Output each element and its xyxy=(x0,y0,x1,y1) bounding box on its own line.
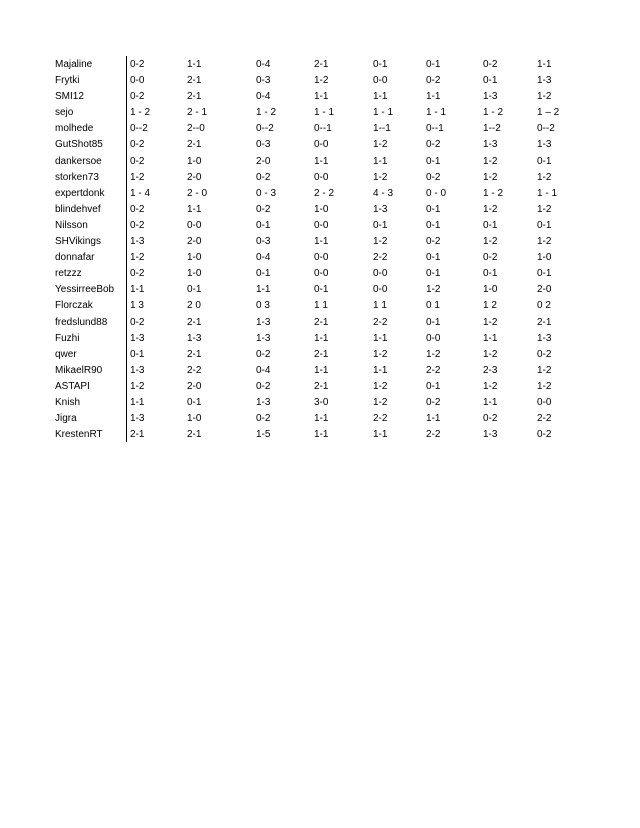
score-cell: 1-2 xyxy=(483,203,498,215)
score-cell: 0-4 xyxy=(256,91,271,103)
player-name: sejo xyxy=(55,107,74,119)
score-cell: 1-1 xyxy=(314,364,329,376)
player-name: SHVikings xyxy=(55,236,101,248)
player-name: Majaline xyxy=(55,59,93,70)
score-cell: 0-4 xyxy=(256,252,271,264)
score-cell: 1-3 xyxy=(130,236,145,248)
score-cell: 1-1 xyxy=(314,91,329,103)
score-cell: 1-1 xyxy=(373,364,388,376)
score-cell: 0-1 xyxy=(483,268,498,280)
score-cell: 1-1 xyxy=(373,91,388,103)
player-name: donnafar xyxy=(55,252,95,264)
player-name: Florczak xyxy=(55,300,93,312)
score-cell: 2-1 xyxy=(187,316,202,328)
score-cell: 2-1 xyxy=(130,429,145,441)
score-cell: 2-1 xyxy=(314,59,329,70)
score-cell: 0-0 xyxy=(373,284,388,296)
score-cell: 0 - 0 xyxy=(426,187,447,199)
score-cell: 2 - 2 xyxy=(314,187,335,199)
score-cell: 1--1 xyxy=(373,123,391,135)
score-cell: 1-2 xyxy=(373,380,388,392)
score-cell: 0-2 xyxy=(130,139,145,151)
score-cell: 0-2 xyxy=(130,59,145,70)
score-cell: 1-3 xyxy=(537,75,552,87)
score-cell: 2-1 xyxy=(314,348,329,360)
score-cell: 0-3 xyxy=(256,236,271,248)
score-cell: 1 3 xyxy=(130,300,144,312)
score-cell: 0-2 xyxy=(130,268,145,280)
score-cell: 1-3 xyxy=(483,139,498,151)
score-cell: 1-0 xyxy=(187,413,202,425)
score-cell: 2-1 xyxy=(537,316,552,328)
score-cell: 0-1 xyxy=(426,252,441,264)
score-cell: 0-1 xyxy=(256,268,271,280)
score-cell: 2-2 xyxy=(373,252,388,264)
score-cell: 1-1 xyxy=(426,91,441,103)
score-cell: 1 - 2 xyxy=(130,107,151,119)
score-cell: 2-1 xyxy=(187,91,202,103)
score-cell: 1 - 4 xyxy=(130,187,151,199)
score-cell: 1-2 xyxy=(537,364,552,376)
score-cell: 2-1 xyxy=(187,139,202,151)
score-cell: 2-2 xyxy=(373,316,388,328)
score-cell: 1-1 xyxy=(314,332,329,344)
score-cell: 0-2 xyxy=(537,429,552,441)
score-cell: 1-0 xyxy=(483,284,498,296)
score-cell: 0-2 xyxy=(130,155,145,167)
score-cell: 1-1 xyxy=(483,332,498,344)
score-cell: 2 - 0 xyxy=(187,187,208,199)
score-cell: 0 3 xyxy=(256,300,270,312)
score-cell: 1-3 xyxy=(483,91,498,103)
score-cell: 4 - 3 xyxy=(373,187,394,199)
player-name: blindehvef xyxy=(55,203,101,215)
score-cell: 1-2 xyxy=(483,348,498,360)
score-cell: 2-0 xyxy=(187,171,202,183)
player-name: retzzz xyxy=(55,268,82,280)
player-name: MikaelR90 xyxy=(55,364,103,376)
score-cell: 1-3 xyxy=(256,332,271,344)
score-cell: 1 1 xyxy=(314,300,328,312)
score-cell: 2-1 xyxy=(314,316,329,328)
score-cell: 1 - 1 xyxy=(373,107,394,119)
player-name: fredslund88 xyxy=(55,316,108,328)
score-cell: 0-1 xyxy=(314,284,329,296)
score-cell: 0-2 xyxy=(426,139,441,151)
score-cell: 0-1 xyxy=(426,316,441,328)
score-cell: 0--2 xyxy=(256,123,274,135)
score-cell: 0-1 xyxy=(426,380,441,392)
player-name: storken73 xyxy=(55,171,99,183)
score-cell: 2-0 xyxy=(187,236,202,248)
score-cell: 2-1 xyxy=(187,429,202,441)
score-cell: 1-1 xyxy=(130,396,145,408)
score-cell: 0--2 xyxy=(537,123,555,135)
score-cell: 1-0 xyxy=(187,252,202,264)
score-cell: 1-2 xyxy=(537,171,552,183)
score-cell: 0--2 xyxy=(130,123,148,135)
score-cell: 0-1 xyxy=(537,268,552,280)
score-cell: 1-1 xyxy=(537,59,552,70)
score-cell: 2-1 xyxy=(314,380,329,392)
score-cell: 1-1 xyxy=(373,332,388,344)
score-cell: 1 – 2 xyxy=(537,107,560,119)
score-cell: 1-5 xyxy=(256,429,271,441)
score-cell: 1-2 xyxy=(537,203,552,215)
score-cell: 1-2 xyxy=(483,316,498,328)
score-cell: 1-3 xyxy=(483,429,498,441)
score-cell: 0-2 xyxy=(256,380,271,392)
score-cell: 0-2 xyxy=(426,236,441,248)
score-cell: 2-2 xyxy=(187,364,202,376)
score-cell: 0-1 xyxy=(426,219,441,231)
score-cell: 0 1 xyxy=(426,300,440,312)
score-cell: 2-0 xyxy=(256,155,271,167)
score-cell: 0-2 xyxy=(256,171,271,183)
score-cell: 1-3 xyxy=(537,139,552,151)
score-cell: 1-1 xyxy=(314,236,329,248)
score-cell: 0-2 xyxy=(256,413,271,425)
score-cell: 1-1 xyxy=(314,155,329,167)
score-cell: 0-1 xyxy=(373,219,388,231)
score-cell: 1-3 xyxy=(256,316,271,328)
score-cell: 1-2 xyxy=(130,252,145,264)
score-cell: 1-3 xyxy=(373,203,388,215)
score-cell: 1-0 xyxy=(187,155,202,167)
score-cell: 2-2 xyxy=(426,364,441,376)
score-cell: 1-0 xyxy=(187,268,202,280)
score-cell: 0 2 xyxy=(537,300,551,312)
score-cell: 2-2 xyxy=(426,429,441,441)
score-cell: 1-1 xyxy=(314,429,329,441)
player-name: molhede xyxy=(55,123,94,135)
score-cell: 0-1 xyxy=(130,348,145,360)
score-cell: 2--0 xyxy=(187,123,205,135)
score-cell: 0-2 xyxy=(426,171,441,183)
score-cell: 2-1 xyxy=(187,348,202,360)
score-cell: 0-2 xyxy=(130,316,145,328)
player-name: dankersoe xyxy=(55,155,102,167)
score-cell: 1-2 xyxy=(373,396,388,408)
score-cell: 0-2 xyxy=(426,396,441,408)
score-cell: 1-2 xyxy=(130,171,145,183)
score-cell: 0-2 xyxy=(483,252,498,264)
score-cell: 0-2 xyxy=(256,203,271,215)
score-cell: 1 - 1 xyxy=(537,187,558,199)
score-cell: 1 - 2 xyxy=(256,107,277,119)
player-name: SMI12 xyxy=(55,91,84,103)
score-cell: 0-0 xyxy=(426,332,441,344)
score-cell: 1-2 xyxy=(483,155,498,167)
score-cell: 1-3 xyxy=(130,413,145,425)
score-cell: 1-2 xyxy=(373,139,388,151)
score-cell: 1--2 xyxy=(483,123,501,135)
score-cell: 0-0 xyxy=(187,219,202,231)
score-cell: 1 - 1 xyxy=(426,107,447,119)
score-cell: 2-0 xyxy=(537,284,552,296)
score-cell: 1 1 xyxy=(373,300,387,312)
score-cell: 1 2 xyxy=(483,300,497,312)
score-cell: 1-2 xyxy=(483,236,498,248)
player-name: YessirreeBob xyxy=(55,284,115,296)
player-name: Frytki xyxy=(55,75,80,87)
score-cell: 1-2 xyxy=(537,380,552,392)
score-cell: 0-0 xyxy=(314,139,329,151)
score-cell: 0-1 xyxy=(187,284,202,296)
score-cell: 3-0 xyxy=(314,396,329,408)
score-cell: 0-1 xyxy=(483,75,498,87)
score-cell: 0-2 xyxy=(483,413,498,425)
score-cell: 0-4 xyxy=(256,364,271,376)
player-name: ASTAPI xyxy=(55,380,90,392)
score-cell: 1-2 xyxy=(426,284,441,296)
score-cell: 0-1 xyxy=(426,59,441,70)
score-cell: 1 - 2 xyxy=(483,187,504,199)
score-cell: 0-2 xyxy=(483,59,498,70)
score-cell: 0-1 xyxy=(187,396,202,408)
score-cell: 1-3 xyxy=(187,332,202,344)
score-cell: 1 - 2 xyxy=(483,107,504,119)
score-cell: 0-4 xyxy=(256,59,271,70)
score-cell: 1-2 xyxy=(426,348,441,360)
score-cell: 0-3 xyxy=(256,75,271,87)
score-cell: 1-2 xyxy=(130,380,145,392)
score-cell: 1-1 xyxy=(483,396,498,408)
score-cell: 1-2 xyxy=(373,236,388,248)
score-cell: 0-3 xyxy=(256,139,271,151)
score-cell: 0-1 xyxy=(426,203,441,215)
player-name: Knish xyxy=(55,396,81,408)
score-cell: 0-0 xyxy=(537,396,552,408)
score-cell: 0-0 xyxy=(314,171,329,183)
score-cell: 1-2 xyxy=(537,236,552,248)
score-cell: 0-0 xyxy=(130,75,145,87)
score-cell: 0-0 xyxy=(314,252,329,264)
player-name: Jigra xyxy=(55,413,77,425)
player-name: KrestenRT xyxy=(55,429,103,441)
score-cell: 0-1 xyxy=(483,219,498,231)
score-cell: 2-3 xyxy=(483,364,498,376)
score-cell: 1-2 xyxy=(537,91,552,103)
score-cell: 0 - 3 xyxy=(256,187,277,199)
score-cell: 0-0 xyxy=(373,75,388,87)
score-cell: 1-1 xyxy=(187,203,202,215)
score-cell: 1-2 xyxy=(483,171,498,183)
score-cell: 0-0 xyxy=(314,268,329,280)
score-cell: 1 - 1 xyxy=(314,107,335,119)
score-cell: 1-2 xyxy=(373,171,388,183)
player-name: GutShot85 xyxy=(55,139,103,151)
score-cell: 2 0 xyxy=(187,300,201,312)
score-cell: 0-0 xyxy=(373,268,388,280)
score-cell: 1-1 xyxy=(256,284,271,296)
score-cell: 1-2 xyxy=(483,380,498,392)
score-cell: 1-0 xyxy=(537,252,552,264)
score-cell: 0-0 xyxy=(314,219,329,231)
player-name: Nilsson xyxy=(55,219,88,231)
score-cell: 0-1 xyxy=(426,268,441,280)
score-cell: 1-1 xyxy=(187,59,202,70)
score-cell: 0-2 xyxy=(130,203,145,215)
score-cell: 0-2 xyxy=(426,75,441,87)
score-cell: 0--1 xyxy=(426,123,444,135)
score-cell: 0-1 xyxy=(426,155,441,167)
score-cell: 1-2 xyxy=(373,348,388,360)
score-cell: 1-1 xyxy=(314,413,329,425)
score-cell: 0-1 xyxy=(256,219,271,231)
score-cell: 1-1 xyxy=(373,429,388,441)
score-cell: 1-2 xyxy=(314,75,329,87)
score-cell: 1-3 xyxy=(130,332,145,344)
score-cell: 2 - 1 xyxy=(187,107,208,119)
score-cell: 1-1 xyxy=(373,155,388,167)
score-cell: 2-0 xyxy=(187,380,202,392)
score-cell: 1-3 xyxy=(537,332,552,344)
score-cell: 1-3 xyxy=(130,364,145,376)
score-cell: 1-1 xyxy=(426,413,441,425)
score-cell: 2-1 xyxy=(187,75,202,87)
player-name: qwer xyxy=(55,348,77,360)
score-cell: 2-2 xyxy=(373,413,388,425)
score-cell: 0-1 xyxy=(537,155,552,167)
score-cell: 0-1 xyxy=(537,219,552,231)
score-cell: 0-1 xyxy=(373,59,388,70)
score-cell: 1-1 xyxy=(130,284,145,296)
player-name: expertdonk xyxy=(55,187,105,199)
score-cell: 0--1 xyxy=(314,123,332,135)
score-cell: 0-2 xyxy=(256,348,271,360)
score-cell: 0-2 xyxy=(130,219,145,231)
score-cell: 1-0 xyxy=(314,203,329,215)
score-cell: 1-3 xyxy=(256,396,271,408)
column-divider xyxy=(126,56,127,442)
score-cell: 0-2 xyxy=(537,348,552,360)
score-cell: 2-2 xyxy=(537,413,552,425)
player-name: Fuzhi xyxy=(55,332,80,344)
score-cell: 0-2 xyxy=(130,91,145,103)
